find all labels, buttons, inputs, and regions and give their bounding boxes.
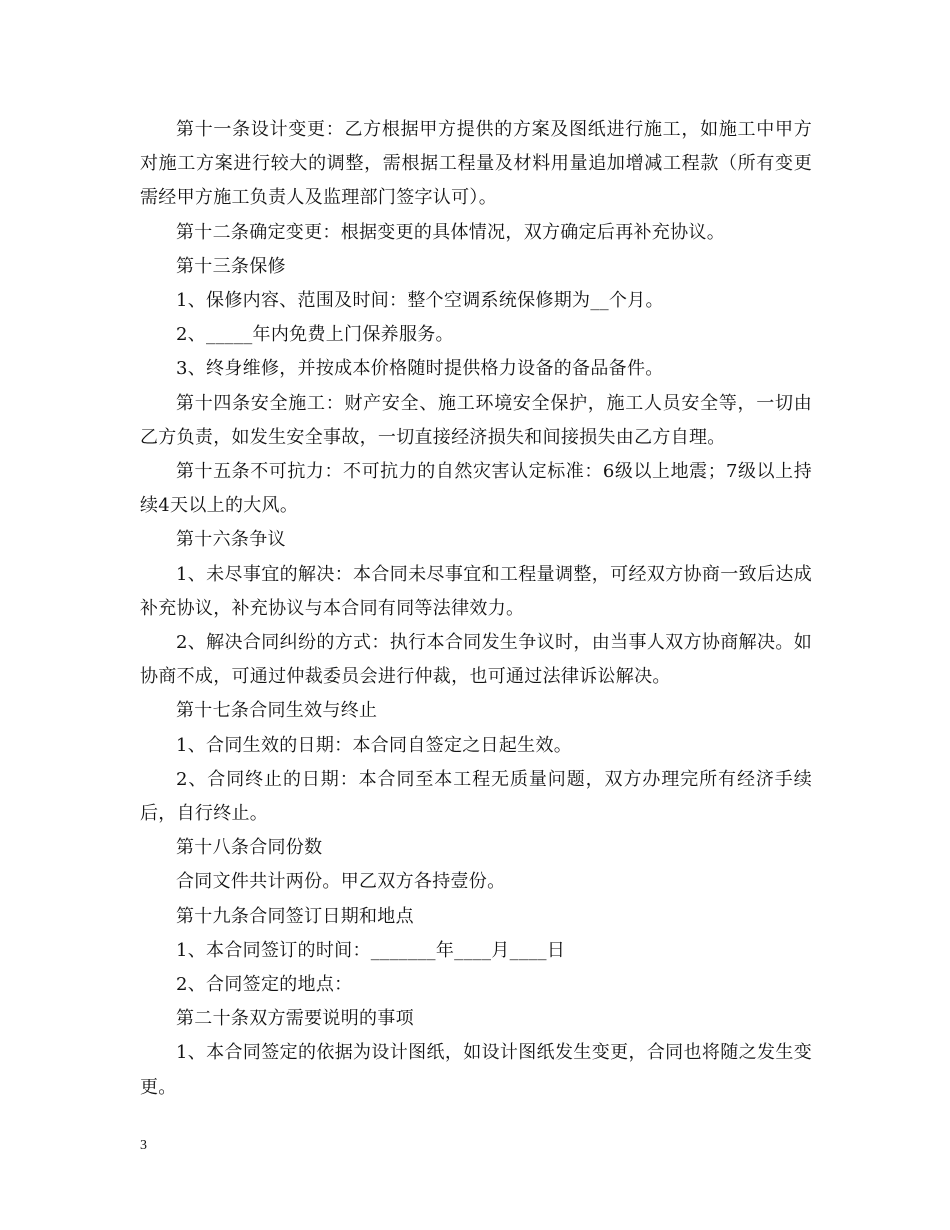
paragraph-copies: 合同文件共计两份。甲乙双方各持壹份。 (176, 871, 506, 893)
heading-article-19: 第十九条合同签订日期和地点 (176, 905, 414, 927)
paragraph-article-11: 第十一条设计变更：乙方根据甲方提供的方案及图纸进行施工，如施工中甲方对施工方案进行较大的调整，需根据工程量及材料用量追加增减工程款（所有变更需经甲方施工负责人及监理部门签字认可）。 (140, 119, 812, 209)
list-item: 1、未尽事宜的解决：本合同未尽事宜和工程量调整，可经双方协商一致后达成补充协议，补充协议与本合同有同等法律效力。 (140, 563, 812, 619)
list-item: 2、合同终止的日期：本合同至本工程无质量问题，双方办理完所有经济手续后，自行终止。 (140, 768, 812, 825)
heading-article-17: 第十七条合同生效与终止 (176, 700, 378, 722)
paragraph-article-14: 第十四条安全施工：财产安全、施工环境安全保护，施工人员安全等，一切由乙方负责，如发生安全事故，一切直接经济损失和间接损失由乙方自理。 (140, 392, 812, 448)
list-item: 2、_____年内免费上门保养服务。 (176, 324, 454, 346)
list-item: 2、合同签定的地点： (176, 974, 353, 996)
heading-article-20: 第二十条双方需要说明的事项 (176, 1008, 414, 1030)
paragraph-article-12: 第十二条确定变更：根据变更的具体情况，双方确定后再补充协议。 (176, 221, 725, 243)
list-item: 2、解决合同纠纷的方式：执行本合同发生争议时，由当事人双方协商解决。如协商不成，可通过仲裁委员会进行仲裁，也可通过法律诉讼解决。 (140, 632, 812, 688)
list-item: 1、本合同签订的时间：_______年____月____日 (176, 939, 566, 961)
heading-article-13: 第十三条保修 (176, 255, 286, 277)
document-body (140, 113, 812, 1105)
heading-article-18: 第十八条合同份数 (176, 837, 323, 859)
list-item: 3、终身维修，并按成本价格随时提供格力设备的备品备件。 (176, 358, 664, 380)
list-item: 1、保修内容、范围及时间：整个空调系统保修期为__个月。 (176, 290, 664, 312)
page-number: 3 (140, 1138, 147, 1153)
list-item: 1、合同生效的日期：本合同自签定之日起生效。 (176, 734, 573, 756)
list-item: 1、本合同签定的依据为设计图纸，如设计图纸发生变更，合同也将随之发生变更。 (140, 1042, 812, 1098)
heading-article-16: 第十六条争议 (176, 529, 286, 551)
paragraph-article-15: 第十五条不可抗力：不可抗力的自然灾害认定标准：6级以上地震；7级以上持续4天以上的大风。 (140, 461, 812, 517)
